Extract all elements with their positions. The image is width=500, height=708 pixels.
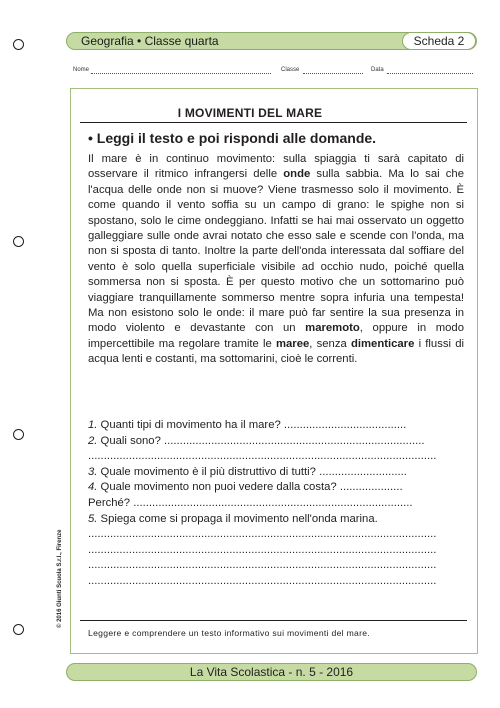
name-label: Nome (73, 67, 90, 73)
answer-line[interactable]: ............................................................................................................... (88, 528, 437, 541)
objective-divider (80, 620, 467, 621)
date-line (387, 73, 473, 74)
page-title: I MOVIMENTI DEL MARE (177, 106, 323, 120)
name-line (91, 73, 271, 74)
answer-line[interactable]: ............................................................................................................... (88, 559, 437, 572)
question-item[interactable]: 3. Quale movimento è il più distruttivo di tutti? ............................ (88, 465, 407, 478)
sheet-label: Scheda 2 (402, 32, 476, 50)
binder-hole (13, 624, 24, 635)
question-item[interactable]: 2. Quali sono? ................................................................................... (88, 434, 425, 447)
answer-line[interactable]: ............................................................................................................... (88, 543, 437, 556)
class-label: Classe (281, 67, 300, 73)
subject-label: Geografia • Classe quarta (81, 34, 219, 48)
question-item[interactable]: 1. Quanti tipi di movimento ha il mare? ....................................... (88, 419, 407, 431)
header-bar (66, 32, 477, 50)
answer-line[interactable]: ............................................................................................................... (88, 450, 437, 463)
class-line (303, 73, 363, 74)
questions (88, 418, 464, 590)
question-item: 5. Spiega come si propaga il movimento nell'onda marina. (88, 512, 378, 525)
binder-hole (13, 429, 24, 440)
question-item[interactable]: 4. Quale movimento non puoi vedere dalla costa? .................... (88, 481, 403, 494)
instruction: • Leggi il testo e poi rispondi alle domande. (88, 130, 377, 146)
title-divider (80, 122, 467, 123)
binder-hole (13, 236, 24, 247)
footer-bar: La Vita Scolastica - n. 5 - 2016 (66, 663, 477, 681)
answer-line[interactable]: Perché? ......................................................................................... (88, 496, 413, 509)
date-label: Data (371, 67, 384, 73)
binder-hole (13, 39, 24, 50)
answer-line[interactable]: ............................................................................................................... (88, 574, 437, 587)
learning-objective: Leggere e comprendere un testo informativo sui movimenti del mare. (88, 628, 371, 638)
reading-text: Il mare è in continuo movimento: sulla spiaggia ti sarà capitato di osservare il ritmico infrangersi delle onde sulla sabbia. Ma lo sai che l'acqua delle onde non si muove? Viene trasmesso solo il movimento. È come quando il vento soffia su un campo di grano: le spighe non si spostano, solo le cime ondeggiano. Infatti se hai mai osservato un oggetto galleggiare sulle onde avrai notato che esso sale e scende con l'onda, ma non si sposta di tanto. Inoltre la parte dell'onda interessata dal soffiare del vento è solo quella superficiale visibile ad occhio nudo, poiché quella sommersa non si sposta. È per questo motivo che un sottomarino può viaggiare tranquillamente sommerso mentre sopra infuria una tempesta! Ma non esistono solo le onde: il mare può far sentire la sua presenza in modo violento e devastante con un maremoto, oppure in modo impercettibile ma regolare tramite le maree, senza dimenticare i flussi di acqua lenti e costanti, ma sottomarini, cioè le correnti. (88, 153, 464, 366)
